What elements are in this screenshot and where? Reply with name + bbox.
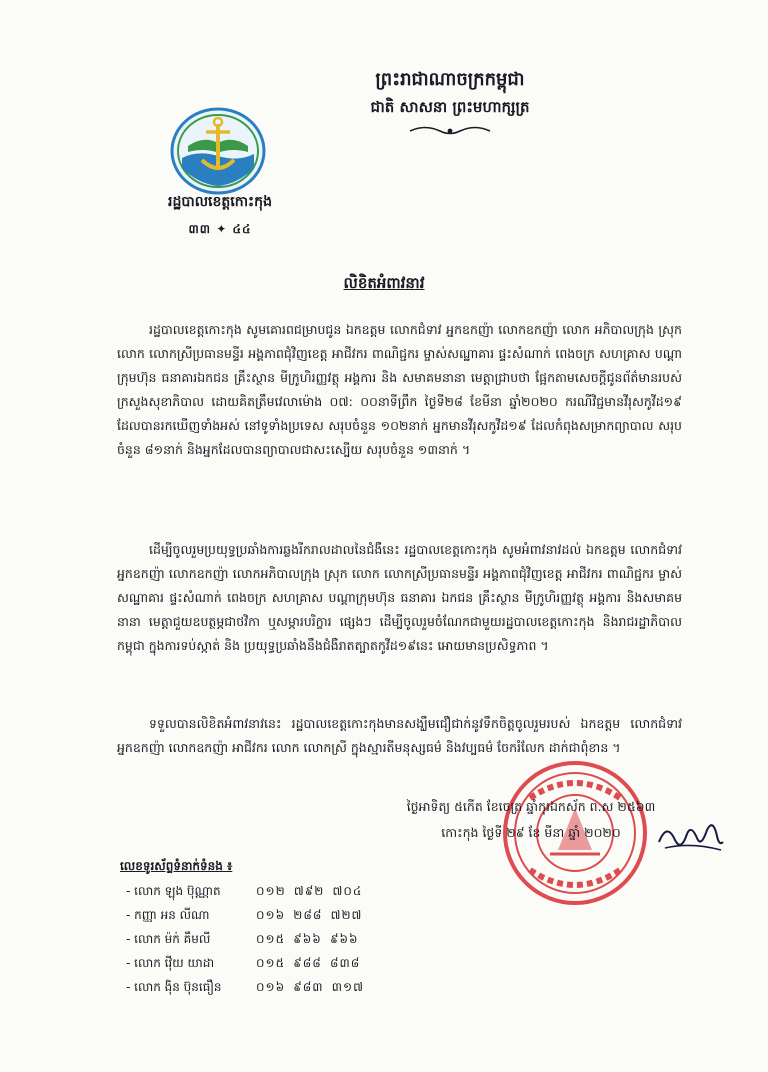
lunar-date: ថ្ងៃអាទិត្យ ៥កើត ខែចេត្រ ឆ្នាំកុរឯកស័ក ព.ស ២៥៦៣	[406, 799, 656, 814]
contact-phone: ០១៥ ៩៨៨ ៨៣៨	[256, 956, 361, 970]
contact-name: - លោក ម៉ក់ គឹមលី	[126, 932, 211, 946]
koh-kong-province-logo-icon	[168, 106, 268, 196]
contact-name: - កញ្ញា អន លីណា	[126, 908, 210, 922]
contact-phone: ០១៥ ៩៦៦ ៩៦៦	[256, 932, 359, 946]
issuing-authority	[150, 192, 290, 238]
contact-name: - លោក ង៉ិន ប៊ុនធឿន	[126, 980, 222, 994]
body-paragraph-2: ដើម្បីចូលរួមប្រយុទ្ធប្រឆាំងការឆ្លងរីករាលដាលនៃជំងឺនេះ រដ្ឋបាលខេត្តកោះកុង សូមអំពាវនាវដល់ ឯកឧត្តម លោកជំទាវ អ្នកឧកញ៉ា លោកឧកញ៉ា លោកអភិបាលក្រុង ស្រុក លោក លោកស្រីប្រធានមន្ទីរ អង្គភាពជុំវិញខេត្ត អាជីវករ ពាណិជ្ជករ ម្ចាស់សណ្ឋាគារ ផ្ទះសំណាក់ ពេងចក្រ សហគ្រាស បណ្ដាក្រុមហ៊ុន ធនាគារ ឯកជន គ្រឹះស្ថាន មីក្រូហិរញ្ញវត្ថុ អង្គការ និងសមាគមនានា មេត្តាជួយឧបត្ថម្ភជាថវិកា ឬសម្ភារបរិក្ខារ ផ្សេងៗ ដើម្បីចូលរួមចំណែកជាមួយរដ្ឋបាលខេត្តកោះកុង និងរាជរដ្ឋាភិបាលកម្ពុជា ក្នុងការទប់ស្កាត់ និង ប្រយុទ្ធប្រឆាំងនឹងជំងឺរាតត្បាតកូវីដ១៩នេះ អោយមានប្រសិទ្ធភាព ។	[117, 542, 682, 653]
kingdom-title: ព្រះរាជាណាចក្រកម្ពុជា	[375, 69, 525, 90]
contact-name: - លោក ឡុង ប៊ុណ្ណាត	[126, 884, 221, 898]
solar-date: កោះកុង ថ្ងៃទី ២៩ ខែ មីនា ឆ្នាំ ២០២០	[441, 825, 621, 840]
kingdom-header	[300, 68, 600, 138]
contact-name: - លោក វ៉ើយ យាដា	[126, 956, 215, 970]
contact-row	[120, 975, 480, 999]
authority-ornament: ៣៣ ✦ ៤៤	[188, 222, 252, 236]
authority-name: រដ្ឋបាលខេត្តកោះកុង	[168, 194, 272, 210]
body-paragraph-1: រដ្ឋបាលខេត្តកោះកុង សូមគោរពជម្រាបជូន ឯកឧត្តម លោកជំទាវ អ្នកឧកញ៉ា លោកឧកញ៉ា លោក អភិបាលក្រុង ស្រុក លោក លោកស្រីប្រធានមន្ទីរ អង្គភាពជុំវិញខេត្ត អាជីវករ ពាណិជ្ជករ ម្ចាស់សណ្ឋាគារ ផ្ទះសំណាក់ ពេងចក្រ សហគ្រាស បណ្ដាក្រុមហ៊ុន ធនាគារឯកជន គ្រឹះស្ថាន មីក្រូហិរញ្ញវត្ថុ អង្គការ និង សមាគមនានា មេត្តាជ្រាបថា ផ្អែកតាមសេចក្ដីជូនព័ត៌មានរបស់ក្រសួងសុខាភិបាល ដោយគិតត្រឹមវេលាម៉ោង ០៧: ០០នាទីព្រឹក ថ្ងៃទី២៨ ខែមីនា ឆ្នាំ២០២០ ករណីវិជ្ជមានវីរុសកូវីដ១៩ ដែលបានរកឃើញទាំងអស់ នៅទូទាំងប្រទេស សរុបចំនួន ១០២នាក់ អ្នកមានវីរុសកូវីដ១៩ ដែលកំពុងសម្រាកព្យាបាល សរុបចំនួន ៨១នាក់ និងអ្នកដែលបានព្យាបាលជាសះស្បើយ សរុបចំនួន ១៣នាក់ ។	[117, 322, 682, 457]
contact-row	[120, 879, 480, 903]
contact-row	[120, 903, 480, 927]
contact-phone: ០១៦ ៩៨៣ ៣១៧	[256, 980, 364, 994]
contacts-title: លេខទូរស័ព្ទទំនាក់ទំនង ៖	[120, 859, 233, 873]
document-title-text: លិខិតអំពាវនាវ	[343, 274, 425, 292]
body-paragraph-3: ទទួលបានលិខិតអំពាវនាវនេះ រដ្ឋបាលខេត្តកោះកុងមានសង្ឃឹមជឿជាក់នូវទឹកចិត្តចូលរួមរបស់ ឯកឧត្តម លោកជំទាវ អ្នកឧកញ៉ា លោកឧកញ៉ា អាជីវករ លោក លោកស្រី ក្នុងស្មារតីមនុស្សធម៌ និងវប្បធម៌ ចែករំលែក ដាក់ជាពុំខាន ។	[117, 716, 682, 755]
contacts-section	[120, 855, 480, 999]
contact-phone: ០១២ ៧៩២ ៧០៤	[256, 884, 363, 898]
contact-phone: ០១៦ ២៨៨ ៧២៧	[256, 908, 363, 922]
contact-row	[120, 951, 480, 975]
contact-row	[120, 927, 480, 951]
handwritten-signature-icon	[655, 812, 727, 860]
document-title	[0, 272, 768, 294]
ornament-divider-icon	[405, 124, 495, 138]
national-motto: ជាតិ សាសនា ព្រះមហាក្សត្រ	[370, 98, 530, 116]
